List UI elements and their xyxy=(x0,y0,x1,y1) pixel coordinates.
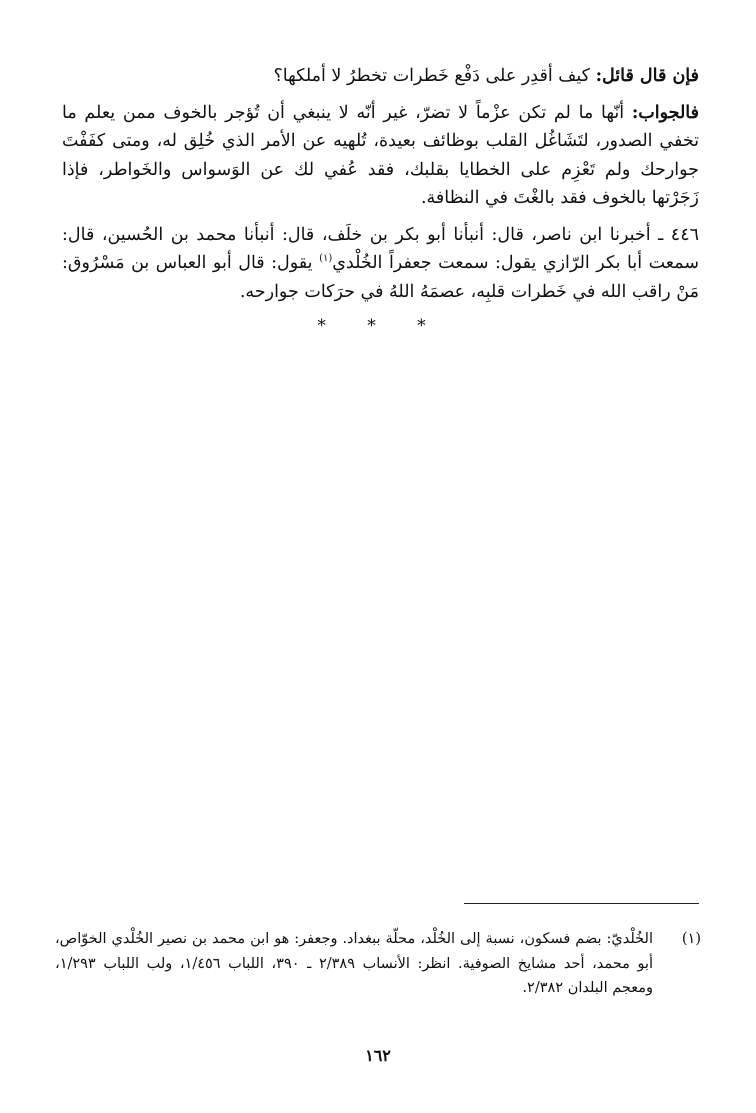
narration-text-start: ٤٤٦ ـ أخبرنا ابن ناصر، قال: أنبأنا أبو بكر بن خلَف، قال: أنبأنا محمد بن الحُسين، قال: سمعت أبا بكر الرّازي يقول: سمعت جعفراً الخُلْدي xyxy=(62,224,699,273)
answer-lead: فالجواب: xyxy=(631,102,699,123)
footnote-divider xyxy=(464,903,699,904)
footnote-number: (١) xyxy=(681,931,701,947)
footnote-text: الخُلْديّ: بضم فسكون، نسبة إلى الخُلْد، محلّة ببغداد. وجعفر: هو ابن محمد بن نصير الخُلْدي الخوّاص، أبو محمد، أحد مشايخ الصوفية. انظر: الأنساب ٢/٣٨٩ ـ ٣٩٠، اللباب ١/٤٥٦، ولب اللباب ١/٢٩٣، ومعجم البلدان ٢/٣٨٢. xyxy=(55,931,654,996)
footnote-reference: (١) xyxy=(319,253,333,265)
question-lead: فإن قال قائل: xyxy=(595,66,699,86)
answer-paragraph xyxy=(62,99,699,213)
page-number: ١٦٢ xyxy=(365,1046,391,1065)
answer-text: أنّها ما لم تكن عزْماً لا تضرّ، غير أنّه لا ينبغي أن تُؤجر بالخوف ممن يعلم ما تخفي الصدور، لتَشَاغُل القلب بوظائف بعيدة، تُلهيه عن الأمر الذي خُلِق له، ومتى كفَفْتَ جوارحك ولم تَعْزِم على الخطايا بقلبك، فقد عُفي لك عن الوَسواس والخَواطر، فإذا زَجَرْتها بالخوف فقد بالغْتَ في النظافة. xyxy=(62,102,699,208)
narration-text-end: يقول: قال أبو العباس بن مَسْرُوق: مَنْ راقب الله في خَطرات قلبِه، عصمَهُ اللهُ في حرَكات جوارحه. xyxy=(62,253,699,302)
footnote xyxy=(55,927,701,1001)
narration-paragraph xyxy=(62,221,699,307)
section-separator: * * * xyxy=(317,316,444,336)
question-paragraph xyxy=(62,62,699,91)
question-text: كيف أقدِر على دَفْع خَطرات تخطرُ لا أملكها؟ xyxy=(273,66,596,86)
main-text xyxy=(62,62,699,341)
